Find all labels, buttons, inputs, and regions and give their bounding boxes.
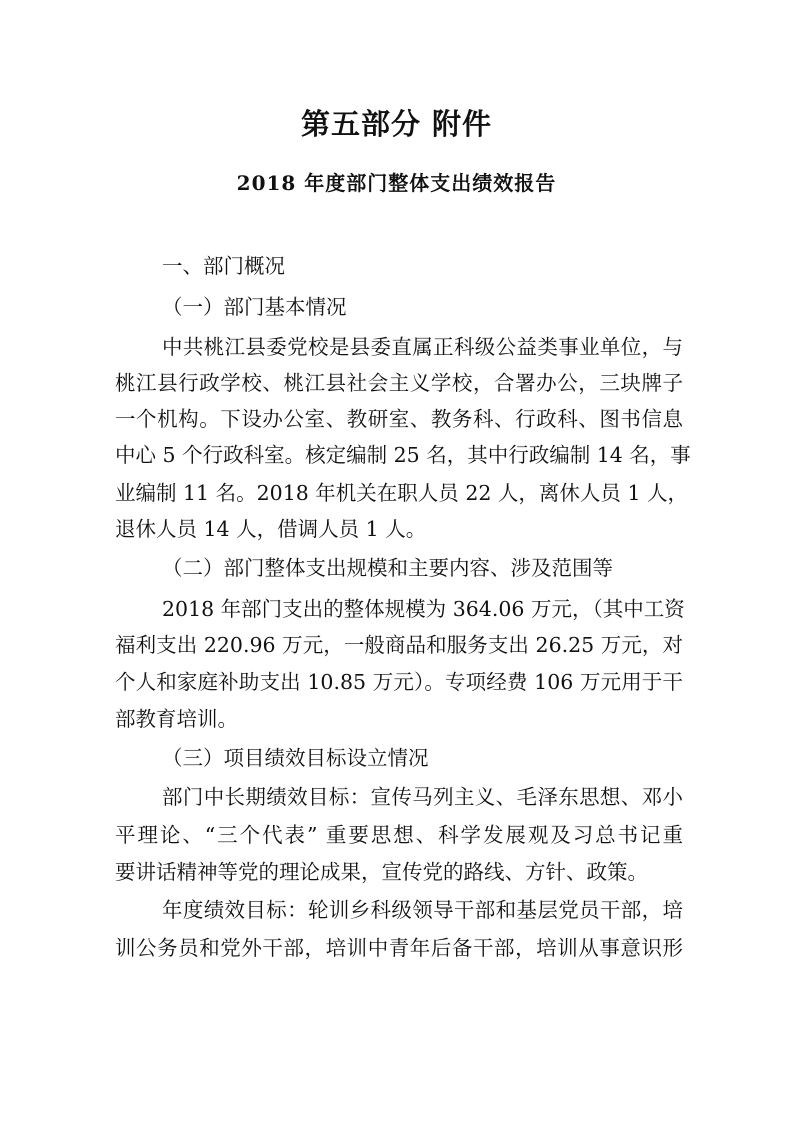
paragraph-line: 桃江县行政学校、桃江县社会主义学校，合署办公，三块牌子 — [115, 371, 683, 395]
paragraph-line: 业编制 11 名。2018 年机关在职人员 22 人，离休人员 1 人， — [115, 481, 688, 505]
paragraph-line: 平理论、“三个代表” 重要思想、科学发展观及习总书记重 — [115, 823, 683, 847]
subsection-heading: （二）部门整体支出规模和主要内容、涉及范围等 — [162, 556, 613, 580]
paragraph-line: 个人和家庭补助支出 10.85 万元）。专项经费 106 万元用于干 — [115, 670, 683, 694]
paragraph-line: 一个机构。下设办公室、教研室、教务科、行政科、图书信息 — [115, 407, 683, 431]
paragraph-line: 2018 年部门支出的整体规模为 364.06 万元，（其中工资 — [162, 597, 685, 621]
paragraph-line: 训公务员和党外干部，培训中青年后备干部，培训从事意识形 — [115, 936, 683, 960]
paragraph-line: 退休人员 14 人，借调人员 1 人。 — [115, 517, 427, 541]
paragraph-line: 年度绩效目标：轮训乡科级领导干部和基层党员干部，培 — [162, 898, 683, 922]
paragraph-line: 中心 5 个行政科室。核定编制 25 名，其中行政编制 14 名，事 — [115, 443, 691, 467]
paragraph-line: 部门中长期绩效目标：宣传马列主义、毛泽东思想、邓小 — [162, 785, 683, 809]
subsection-heading: （一）部门基本情况 — [162, 295, 347, 319]
paragraph-line: 部教育培训。 — [115, 707, 238, 731]
section-heading: 一、部门概况 — [162, 254, 285, 278]
page-title: 第五部分 附件 — [300, 107, 493, 141]
report-subtitle: 2018 年度部门整体支出绩效报告 — [236, 171, 557, 195]
subsection-heading: （三）项目绩效目标设立情况 — [162, 746, 429, 770]
paragraph-line: 福利支出 220.96 万元，一般商品和服务支出 26.25 万元，对 — [115, 633, 683, 657]
paragraph-line: 中共桃江县委党校是县委直属正科级公益类事业单位，与 — [162, 335, 683, 359]
paragraph-line: 要讲话精神等党的理论成果，宣传党的路线、方针、政策。 — [115, 860, 648, 884]
